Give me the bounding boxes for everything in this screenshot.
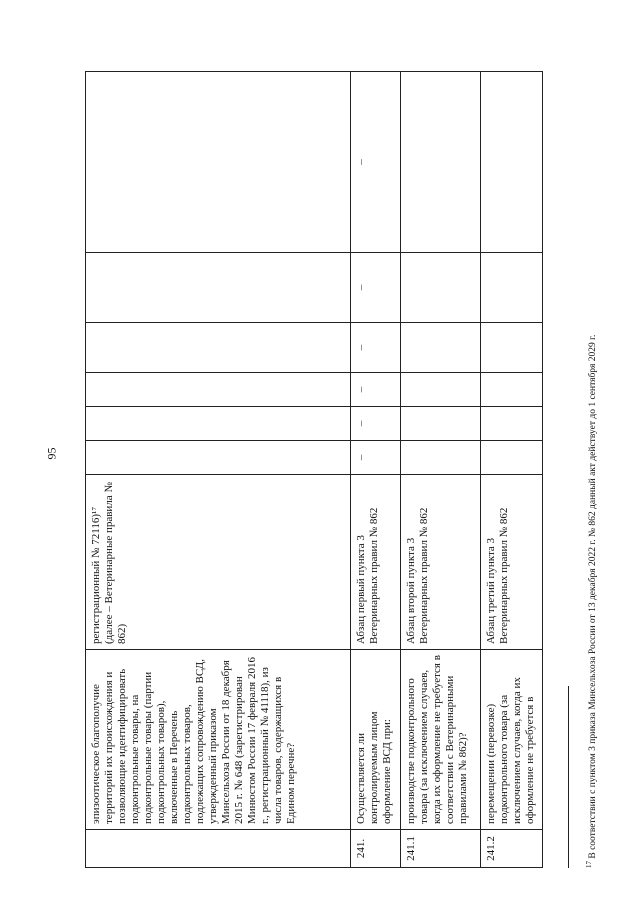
checklist-table-region: [85, 72, 555, 868]
answer-mark: [481, 72, 543, 253]
table-row: [86, 72, 351, 868]
answer-mark: [86, 373, 351, 407]
answer-mark: –: [351, 407, 401, 441]
footnote-marker: 17: [585, 861, 593, 868]
answer-mark: [481, 323, 543, 373]
row-number: 241.: [351, 830, 401, 868]
row-number: 241.2: [481, 830, 543, 868]
answer-mark: –: [351, 323, 401, 373]
question-cell: Осуществляется ли контролируемым лицом оформление ВСД при:: [351, 650, 401, 830]
answer-mark: [401, 72, 481, 253]
answer-mark: [86, 407, 351, 441]
answer-mark: [401, 253, 481, 323]
answer-mark: [481, 407, 543, 441]
reference-cell: Абзац первый пункта 3 Ветеринарных правил № 862: [351, 475, 401, 650]
question-cell: перемещении (перевозке) подконтрольного товара (за исключением случаев, когда их оформление не требуется в: [481, 650, 543, 830]
answer-mark: [86, 441, 351, 475]
answer-mark: [401, 323, 481, 373]
table-row: [481, 72, 543, 868]
table-row: [401, 72, 481, 868]
footnote-text: В соответствии с пунктом 3 приказа Минсельхоза России от 13 декабря 2022 г. № 862 данный акт действует до 1 сентября 2029 г.: [588, 334, 599, 859]
reference-cell: регистрационный № 72116)¹⁷ (далее – Ветеринарные правила № 862): [86, 475, 351, 650]
answer-mark: [401, 373, 481, 407]
answer-mark: [401, 407, 481, 441]
footnote: [585, 228, 599, 868]
answer-mark: –: [351, 373, 401, 407]
question-cell: производстве подконтрольного товара (за исключением случаев, когда их оформление не требуется в соответствии с Ветеринарными правилами № 862)?: [401, 650, 481, 830]
answer-mark: [481, 441, 543, 475]
footnote-separator: [568, 686, 569, 868]
answer-mark: –: [351, 441, 401, 475]
page-number: 95: [44, 447, 59, 460]
answer-mark: [86, 253, 351, 323]
answer-mark: [481, 253, 543, 323]
row-number: [86, 830, 351, 868]
answer-mark: [401, 441, 481, 475]
answer-mark: [481, 373, 543, 407]
table-row: [351, 72, 401, 868]
answer-mark: –: [351, 72, 401, 253]
answer-mark: [86, 323, 351, 373]
checklist-table: [85, 71, 543, 868]
answer-mark: –: [351, 253, 401, 323]
reference-cell: Абзац второй пункта 3 Ветеринарных правил № 862: [401, 475, 481, 650]
answer-mark: [86, 72, 351, 253]
row-number: 241.1: [401, 830, 481, 868]
question-cell: эпизоотическое благополучие территорий их происхождения и позволяющие идентифицировать подконтрольные товары, на подконтрольные товары (партии подконтрольных товаров), включенные в Перечень подконтрольных товаров, подлежащих сопровождению ВСД, утвержденный приказом Минсельхоза России от 18 декабря 2015 г. № 648 (зарегистрирован Минюстом России 17 февраля 2016 г., регистрационный № 41118), из числа товаров, содержащихся в Едином перечне?: [86, 650, 351, 830]
reference-cell: Абзац третий пункта 3 Ветеринарных правил № 862: [481, 475, 543, 650]
